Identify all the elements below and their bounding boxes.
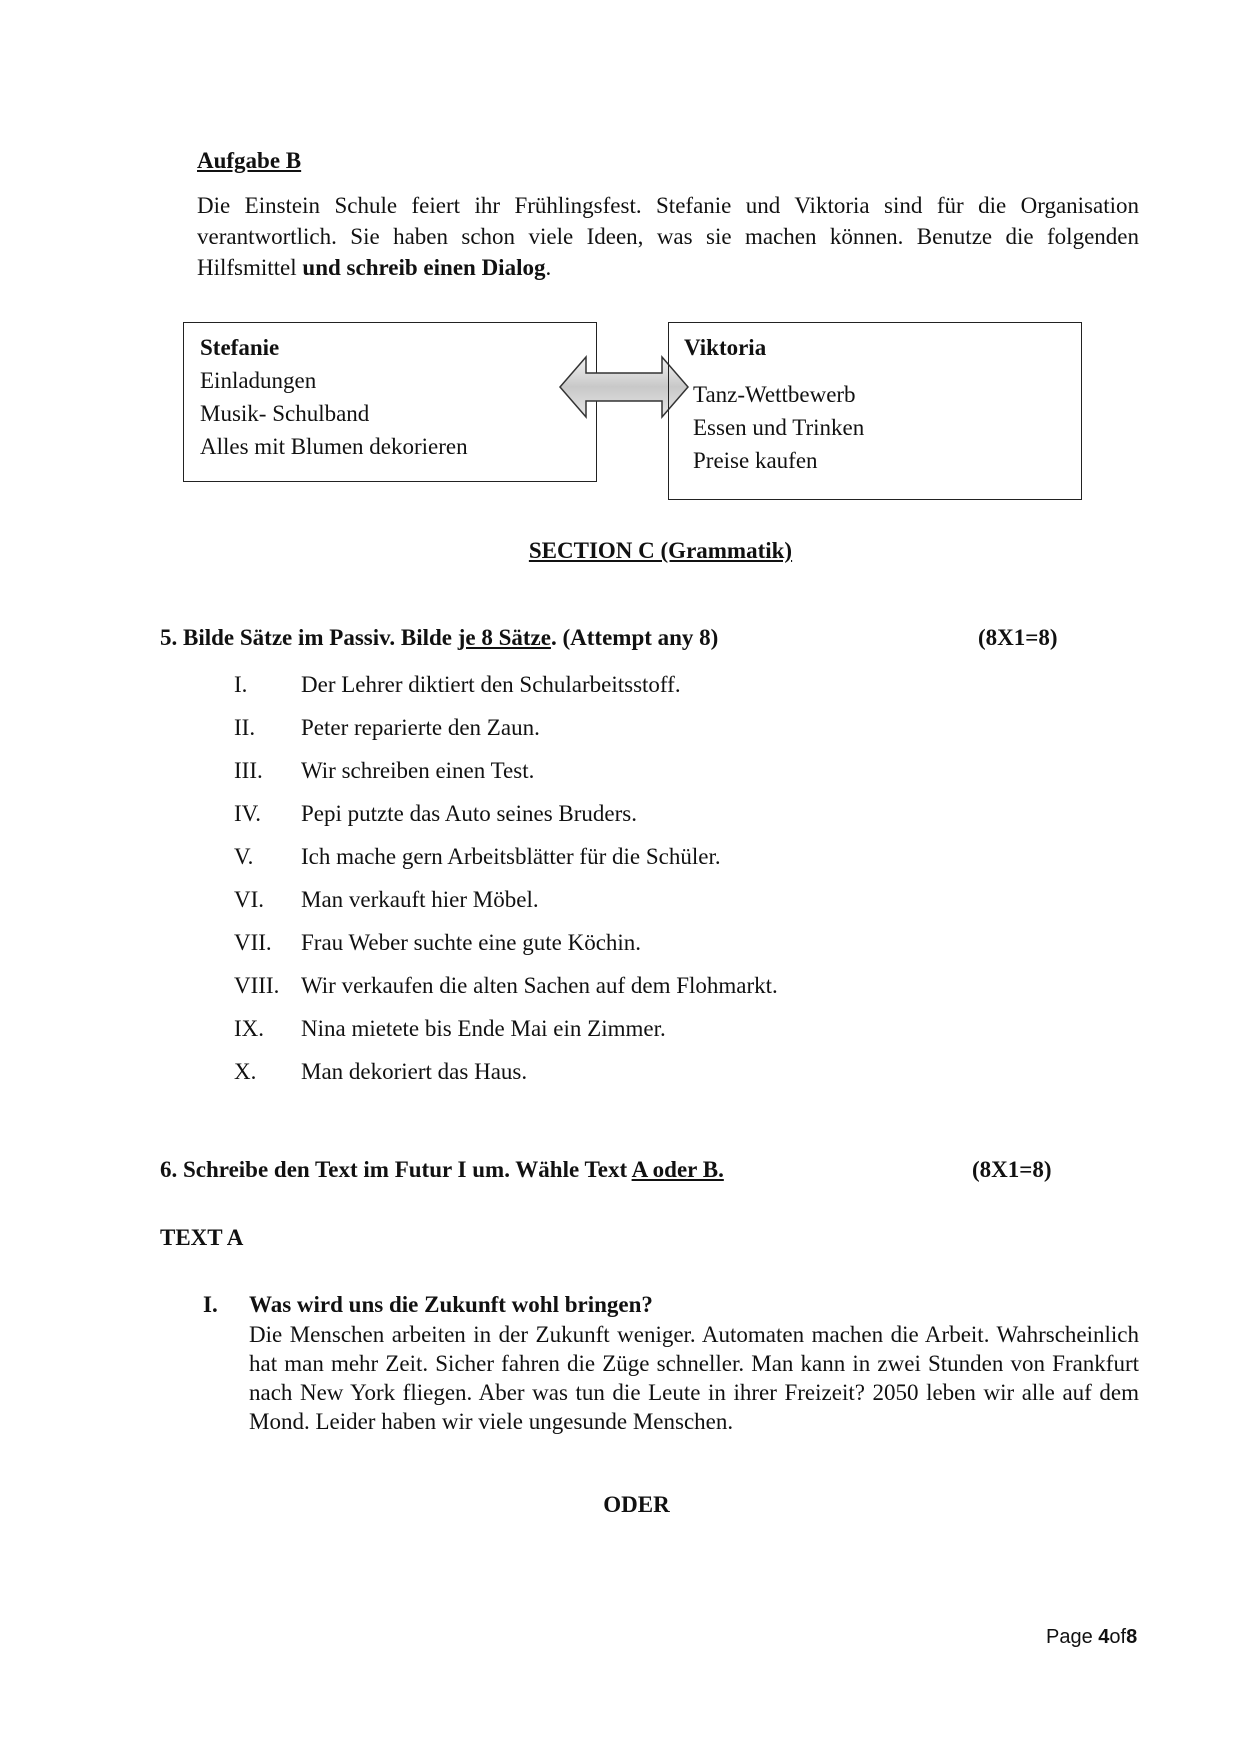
stefanie-title: Stefanie	[200, 335, 280, 360]
list-item-num: IV.	[234, 801, 262, 826]
q5-marks: (8X1=8)	[978, 625, 1058, 650]
list-item-num: VIII.	[234, 973, 280, 998]
question-6	[160, 1157, 724, 1183]
viktoria-box	[668, 322, 1082, 500]
list-item-text: Nina mietete bis Ende Mai ein Zimmer.	[301, 1016, 666, 1041]
list-item-num: VI.	[234, 887, 265, 912]
oder-heading	[0, 1492, 1241, 1518]
list-item-num: X.	[234, 1059, 257, 1084]
list-item-text: Wir schreiben einen Test.	[301, 758, 535, 783]
list-item-num: III.	[234, 758, 263, 783]
list-item-text: Man verkauft hier Möbel.	[301, 887, 539, 912]
list-item-num: IX.	[234, 1016, 265, 1041]
q5-suffix: . (Attempt any 8)	[550, 625, 719, 650]
stefanie-item: Einladungen	[200, 368, 317, 393]
text-a-label: TEXT A	[160, 1225, 244, 1250]
page-of-label: of	[1109, 1626, 1127, 1648]
text-a-item-num: I.	[203, 1292, 218, 1317]
section-c-title: SECTION C (Grammatik)	[528, 538, 793, 563]
aufgabe-title: Aufgabe B	[197, 148, 302, 173]
list-item-text: Man dekoriert das Haus.	[301, 1059, 528, 1084]
q6-marks: (8X1=8)	[972, 1157, 1052, 1182]
aufgabe-text-end: .	[545, 255, 552, 280]
section-c-heading	[0, 538, 1241, 564]
list-item-text: Ich mache gern Arbeitsblätter für die Schüler.	[301, 844, 721, 869]
q6-underlined: A oder B.	[631, 1157, 724, 1182]
q6-prefix: 6. Schreibe den Text im Futur I um. Wähle Text	[160, 1157, 632, 1182]
stefanie-item: Alles mit Blumen dekorieren	[200, 434, 468, 459]
question-5	[160, 625, 718, 651]
list-item-text: Der Lehrer diktiert den Schularbeitsstoff.	[301, 672, 681, 697]
list-item-num: I.	[234, 672, 248, 697]
list-item-text: Pepi putzte das Auto seines Bruders.	[301, 801, 638, 826]
q5-underlined: je 8 Sätze	[457, 625, 551, 650]
oder-text: ODER	[603, 1492, 670, 1517]
list-item-text: Wir verkaufen die alten Sachen auf dem Flohmarkt.	[301, 973, 778, 998]
stefanie-box	[183, 322, 597, 482]
page-current: 4	[1098, 1626, 1110, 1648]
page-total: 8	[1126, 1626, 1138, 1648]
text-a-heading: Was wird uns die Zukunft wohl bringen?	[249, 1292, 653, 1317]
text-a-body: Die Menschen arbeiten in der Zukunft weniger. Automaten machen die Arbeit. Wahrscheinlich hat man mehr Zeit. Sicher fahren die Züge schneller. Man kann in zwei Stunden von Frankfurt nach New York fliegen. Aber was tun die Leute in ihrer Freizeit? 2050 leben wir alle auf dem Mond. Leider haben wir viele ungesunde Menschen.	[249, 1322, 1139, 1434]
aufgabe-instructions	[197, 190, 1139, 283]
list-item-num: V.	[234, 844, 254, 869]
list-item-num: VII.	[234, 930, 272, 955]
viktoria-item: Tanz-Wettbewerb	[693, 382, 856, 407]
list-item-text: Peter reparierte den Zaun.	[301, 715, 540, 740]
page-number	[1046, 1626, 1137, 1649]
aufgabe-text-plain: Die Einstein Schule feiert ihr Frühlingsfest. Stefanie und Viktoria sind für die Organisation verantwortlich. Sie haben schon viele Ideen, was sie machen können. Benutze die folgenden Hilfsmittel	[197, 193, 1139, 280]
list-item-text: Frau Weber suchte eine gute Köchin.	[301, 930, 642, 955]
aufgabe-text-bold: und schreib einen Dialog	[302, 255, 546, 280]
stefanie-item: Musik- Schulband	[200, 401, 370, 426]
viktoria-item: Essen und Trinken	[693, 415, 865, 440]
page-label: Page	[1046, 1626, 1099, 1648]
viktoria-title: Viktoria	[684, 335, 767, 360]
list-item-num: II.	[234, 715, 256, 740]
viktoria-item: Preise kaufen	[693, 448, 818, 473]
q5-prefix: 5. Bilde Sätze im Passiv. Bilde	[160, 625, 458, 650]
